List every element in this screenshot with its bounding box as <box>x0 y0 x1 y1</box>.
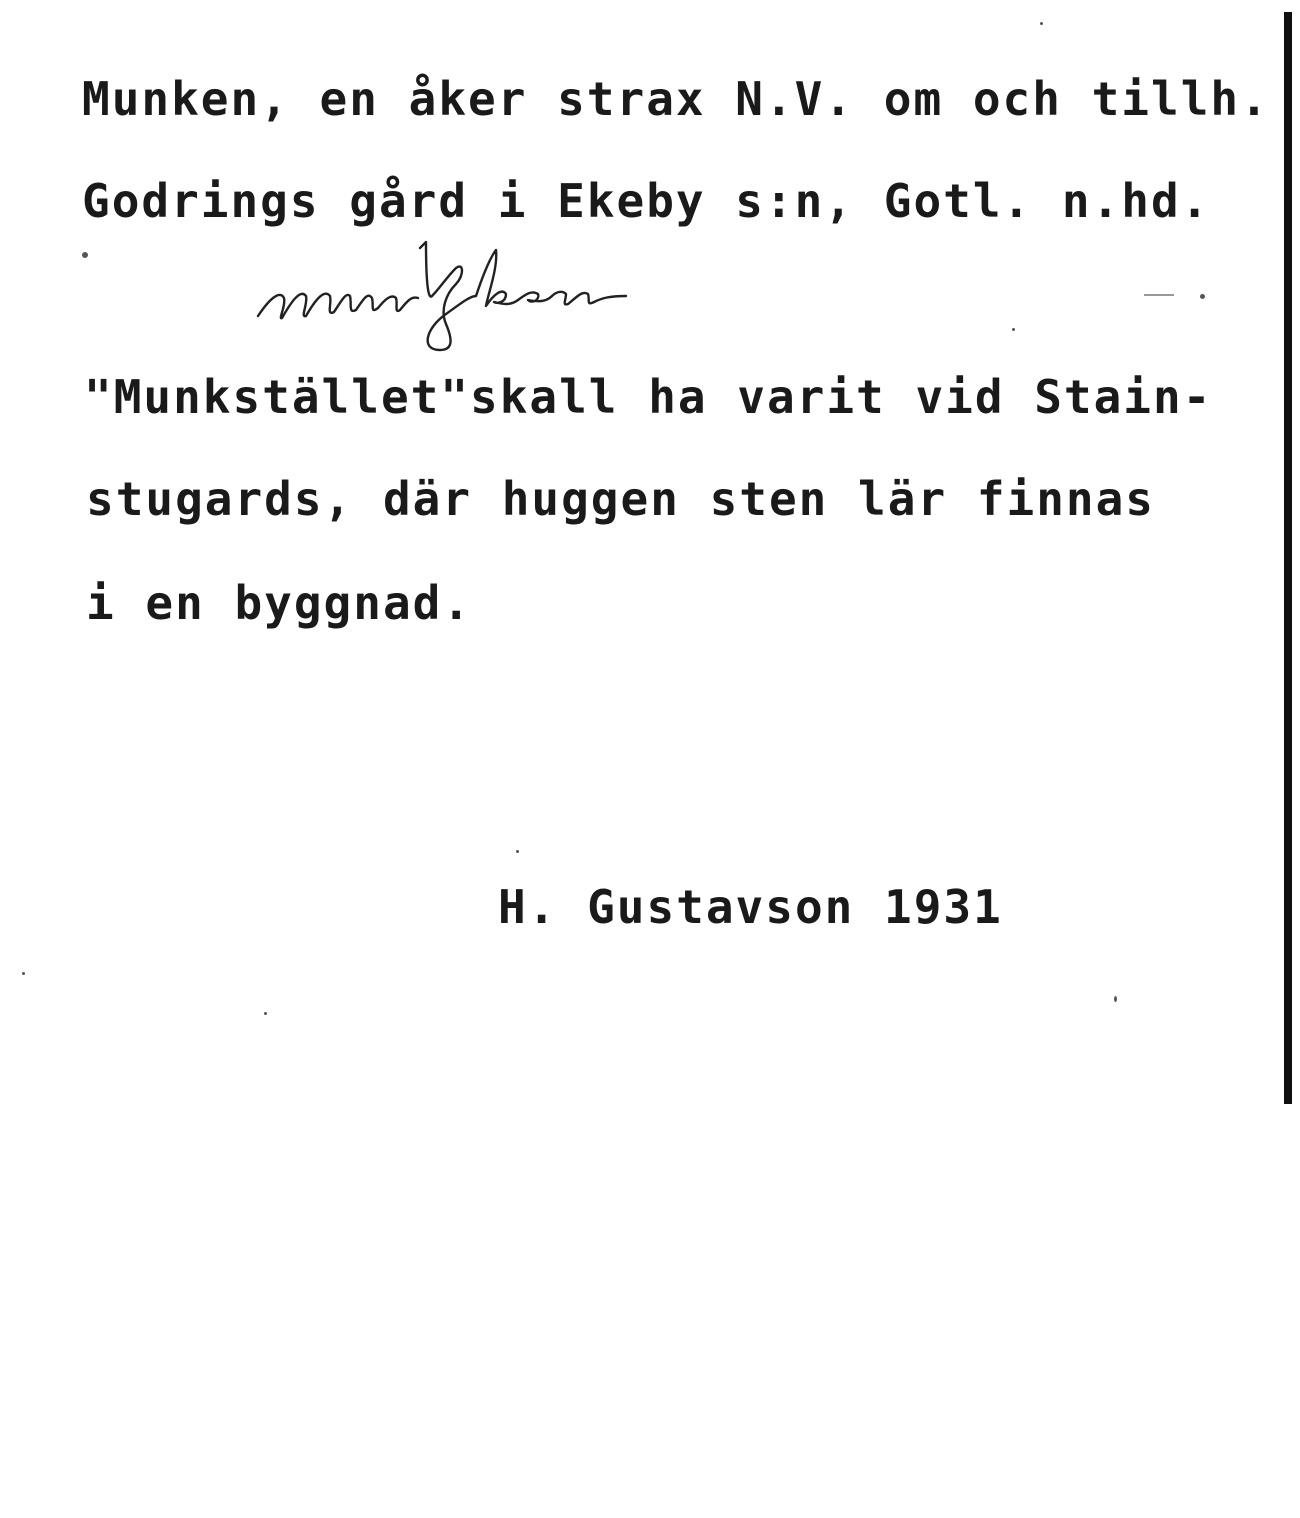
text-line-1: Munken, en åker strax N.V. om och tillh. <box>82 72 1270 126</box>
ink-speck <box>1114 996 1117 1002</box>
ink-speck <box>82 252 88 258</box>
text-line-3: "Munkstället"skall ha varit vid Stain- <box>84 370 1213 424</box>
text-line-4: stugards, där huggen sten lär finnas <box>86 472 1155 526</box>
ink-speck <box>1200 294 1205 299</box>
text-line-5: i en byggnad. <box>86 576 473 630</box>
ink-speck <box>1012 328 1015 331</box>
ink-speck <box>1040 22 1043 25</box>
ink-speck <box>516 850 519 853</box>
ink-dash <box>1144 294 1174 296</box>
card-edge-border <box>1284 12 1292 1104</box>
handwritten-annotation <box>250 238 680 358</box>
ink-speck <box>22 972 25 975</box>
signature: H. Gustavson 1931 <box>498 880 1003 934</box>
text-line-2: Godrings gård i Ekeby s:n, Gotl. n.hd. <box>82 174 1211 228</box>
ink-speck <box>264 1012 267 1015</box>
